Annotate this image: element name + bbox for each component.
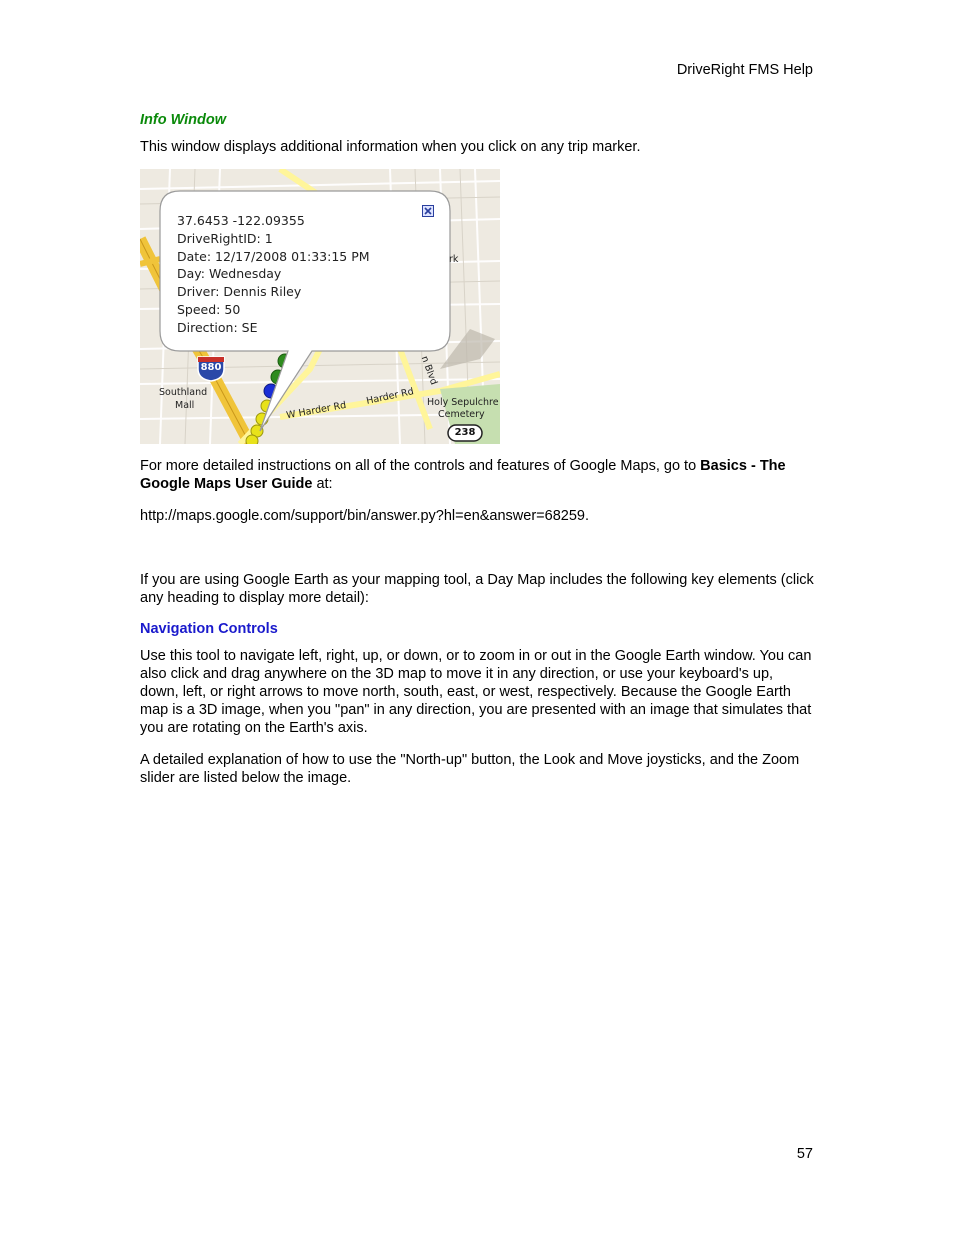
info-line: Driver: Dennis Riley	[177, 284, 302, 300]
info-line: Direction: SE	[177, 319, 258, 335]
info-line: Day: Wednesday	[177, 266, 282, 282]
info-line: DriveRightID: 1	[177, 230, 273, 246]
trip-marker-yellow	[246, 435, 258, 444]
google-earth-intro: If you are using Google Earth as your mapping tool, a Day Map includes the following key elements (click any heading to display more detail):	[140, 572, 814, 606]
info-window-description: This window displays additional information when you click on any trip marker.	[140, 139, 641, 155]
info-line: 37.6453 -122.09355	[177, 213, 305, 228]
navigation-description: Use this tool to navigate left, right, up, or down, or to zoom in or out in the Google Earth window. You can also click and drag anywhere on the 3D map to move it in any direction, or use your keyboard's up, down, left, or right arrows to move north, south, east, or west, respectively. Because the Google Earth map is a 3D image, when you "pan" in any direction, you are presented with an image that simulates that you are rotating on the Earth's axis.	[140, 648, 812, 736]
map-label-w-harder-rd: W Harder Rd	[285, 399, 348, 422]
info-window-details	[177, 212, 370, 337]
route-number: 238	[454, 427, 476, 438]
page-number: 57	[796, 1146, 813, 1162]
page-header: DriveRight FMS Help	[676, 62, 813, 78]
map-label-harder-rd: Harder Rd	[365, 386, 415, 407]
map-label-cemetery: Cemetery	[438, 409, 485, 420]
map-label-park: rk	[449, 254, 459, 265]
more-instructions-text: For more detailed instructions on all of the controls and features of Google Maps, go to	[140, 458, 701, 474]
user-guide-title: Basics - The Google Maps User Guide	[140, 458, 786, 492]
map-label-mall: Mall	[175, 400, 195, 411]
navigation-explanation: A detailed explanation of how to use the "North-up" button, the Look and Move joysticks, and the Zoom slider are listed below the image.	[140, 752, 800, 786]
info-line: Speed: 50	[177, 301, 241, 317]
more-instructions-suffix: at:	[312, 476, 333, 492]
navigation-controls-heading[interactable]: Navigation Controls	[140, 621, 278, 637]
map-label-holy-sepulchre: Holy Sepulchre	[427, 397, 499, 408]
close-icon[interactable]	[422, 205, 434, 217]
info-window-map-screenshot	[140, 169, 500, 444]
map-label-blvd: n Blvd	[418, 354, 440, 387]
google-maps-url: http://maps.google.com/support/bin/answer.py?hl=en&answer=68259.	[140, 508, 589, 524]
map-label-southland: Southland	[159, 387, 208, 398]
more-instructions-paragraph	[140, 457, 820, 493]
interstate-number: 880	[200, 362, 222, 373]
info-window-heading: Info Window	[140, 112, 227, 128]
info-line: Date: 12/17/2008 01:33:15 PM	[177, 248, 370, 264]
